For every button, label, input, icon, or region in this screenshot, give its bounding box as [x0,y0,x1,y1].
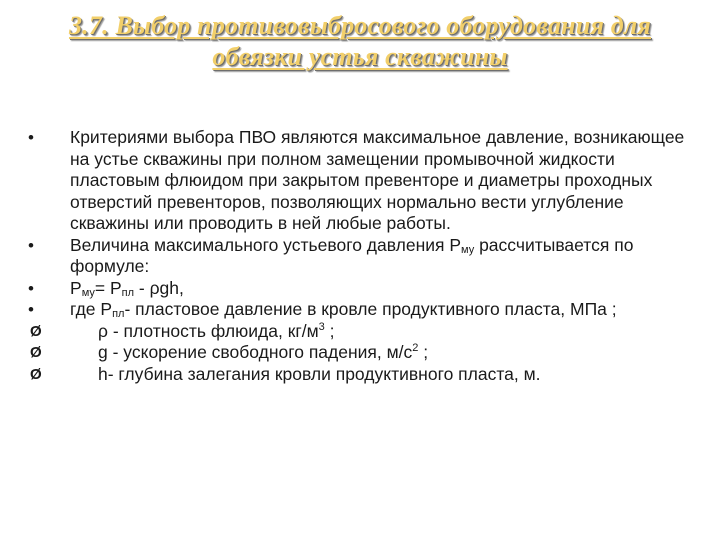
pressure-text-2: рассчитывается по формуле: [70,234,634,276]
slide-title [20,10,700,72]
rho-superscript: 3 [318,320,325,333]
bullet-dot-icon: • [28,278,34,298]
criteria-text: Критериями выбора ПВО являются максимальное давление, возникающее на устье скважины при полном замещении промывочной жидкости пластовым флюидом при закрытом превенторе и диаметры проходных отверстий превенторов, позволяющих нормально вести углубление скважины или проводить в ней любые работы. [70,127,685,233]
rho-text: ρ - плотность флюида, кг/м [98,320,319,341]
slide-content [28,127,688,385]
where-subscript: пл [112,308,125,320]
list-item-formula [28,278,688,300]
list-item-where [28,299,688,321]
rho-end: ; [324,320,335,341]
bullet-arrow-icon: Ø [30,365,42,383]
list-item-g [28,342,688,364]
bullet-arrow-icon: Ø [30,344,42,361]
bullet-dot-icon: • [28,128,34,147]
formula-rest: - ρgh, [134,277,184,298]
pressure-text: Величина максимального устьевого давления Р [70,234,462,255]
formula-p: Р [70,277,82,298]
bullet-arrow-icon: Ø [30,322,42,340]
list-item-criteria [28,127,688,235]
g-end: ; [418,342,429,362]
bullet-dot-icon: • [28,300,34,319]
g-text: g - ускорение свободного падения, м/с [98,342,413,362]
formula-subscript-pl: пл [121,286,135,299]
h-text: h- глубина залегания кровли продуктивного пласта, м. [98,363,541,384]
bullet-dot-icon: • [28,235,34,255]
g-superscript: 2 [412,342,419,354]
pressure-subscript: му [461,243,475,256]
list-item-pressure [28,235,688,278]
slide-title-line-1: 3.7. Выбор противовыбросового оборудования для [68,11,652,40]
where-rest: - пластовое давление в кровле продуктивного пласта, МПа ; [124,299,617,319]
where-text: где Р [70,299,113,319]
formula-subscript-mu: му [81,286,95,299]
formula-equals: = Р [94,277,122,298]
slide-title-line-2: обвязки устья скважины [212,42,508,71]
list-item-rho [28,321,688,343]
list-item-h [28,364,688,386]
